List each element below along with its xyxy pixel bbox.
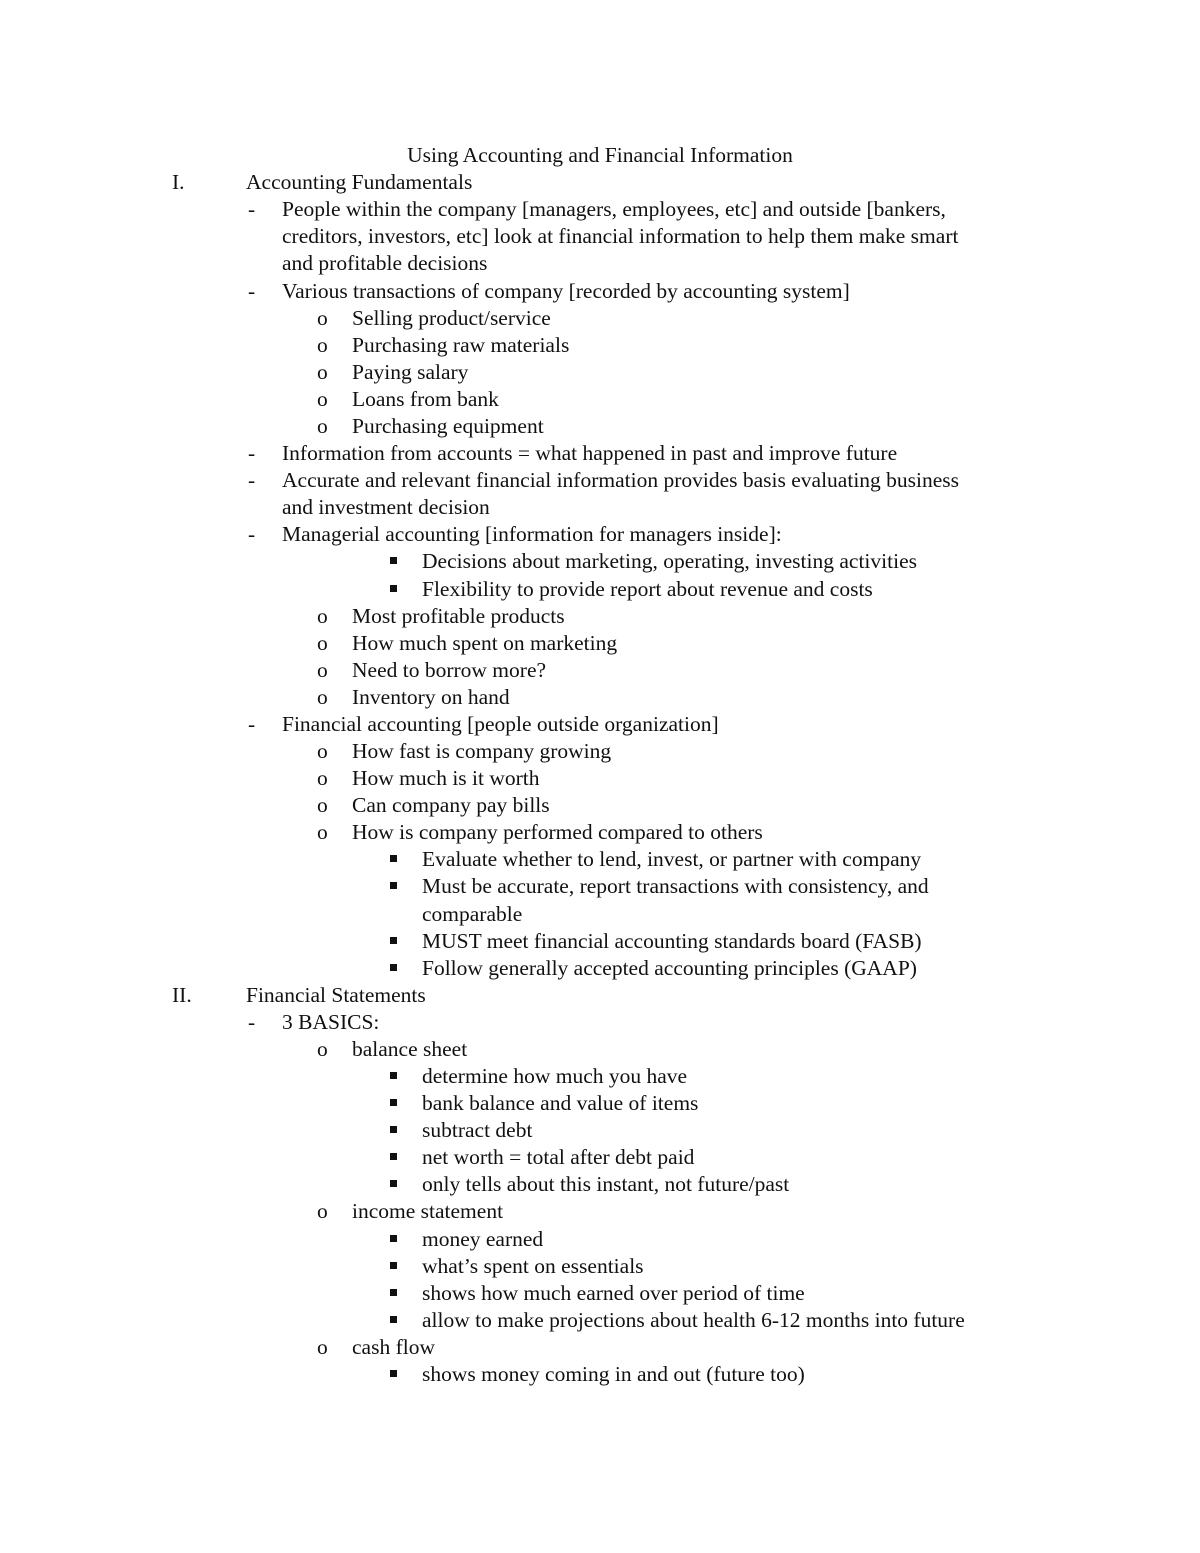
circle-bullet: o [317,766,328,790]
dash-bullet: - [248,522,256,546]
list-item-text: Selling product/service [352,306,551,330]
dash-bullet: - [248,197,256,221]
list-item-text: How much spent on marketing [352,631,618,655]
list-item-text: Inventory on hand [352,685,510,709]
section-title: Financial Statements [246,983,426,1007]
list-item-text: money earned [422,1227,544,1251]
list-item-text: Loans from bank [352,387,499,411]
list-item-text: Most profitable products [352,604,565,628]
circle-bullet: o [317,387,328,411]
circle-bullet: o [317,306,328,330]
list-item-text: 3 BASICS: [282,1010,380,1034]
list-item-text: shows money coming in and out (future too) [422,1362,805,1386]
circle-bullet: o [317,631,328,655]
circle-bullet: o [317,658,328,682]
list-item-text: How is company performed compared to others [352,820,763,844]
list-item-text: bank balance and value of items [422,1091,699,1115]
roman-numeral: II. [172,983,192,1007]
list-item-text: allow to make projections about health 6-12 months into future [422,1308,965,1332]
circle-bullet: o [317,1037,328,1061]
list-item-text: creditors, investors, etc] look at financial information to help them make smart [282,224,959,248]
list-item-text: Various transactions of company [recorded by accounting system] [282,279,850,303]
list-item-text: cash flow [352,1335,435,1359]
circle-bullet: o [317,414,328,438]
circle-bullet: o [317,360,328,384]
list-item-text: subtract debt [422,1118,533,1142]
circle-bullet: o [317,1199,328,1223]
circle-bullet: o [317,739,328,763]
circle-bullet: o [317,820,328,844]
list-item-text: income statement [352,1199,504,1223]
list-item-text: and profitable decisions [282,251,488,275]
list-item-text: what’s spent on essentials [422,1254,644,1278]
circle-bullet: o [317,604,328,628]
dash-bullet: - [248,468,256,492]
list-item-text: Purchasing equipment [352,414,544,438]
list-item-text: How much is it worth [352,766,540,790]
list-item-text: Accurate and relevant financial information provides basis evaluating business [282,468,960,492]
circle-bullet: o [317,685,328,709]
list-item-text: Financial accounting [people outside organization] [282,712,719,736]
list-item-text: Follow generally accepted accounting principles (GAAP) [422,956,917,980]
dash-bullet: - [248,279,256,303]
list-item-text: Evaluate whether to lend, invest, or partner with company [422,847,922,871]
dash-bullet: - [248,441,256,465]
list-item-text: determine how much you have [422,1064,688,1088]
circle-bullet: o [317,793,328,817]
dash-bullet: - [248,1010,256,1034]
list-item-text: Decisions about marketing, operating, investing activities [422,549,917,573]
section-title: Accounting Fundamentals [246,170,473,194]
list-item-text: People within the company [managers, employees, etc] and outside [bankers, [282,197,946,221]
list-item-text: shows how much earned over period of time [422,1281,805,1305]
roman-numeral: I. [172,170,185,194]
list-item-text: Must be accurate, report transactions with consistency, and [422,874,929,898]
list-item-text: and investment decision [282,495,490,519]
dash-bullet: - [248,712,256,736]
circle-bullet: o [317,1335,328,1359]
list-item-text: Paying salary [352,360,469,384]
list-item-text: How fast is company growing [352,739,612,763]
list-item-text: Information from accounts = what happened in past and improve future [282,441,898,465]
list-item-text: only tells about this instant, not future/past [422,1172,790,1196]
document-title: Using Accounting and Financial Information [407,143,793,167]
circle-bullet: o [317,333,328,357]
list-item-text: balance sheet [352,1037,468,1061]
list-item-text: Need to borrow more? [352,658,547,682]
list-item-text: MUST meet financial accounting standards board (FASB) [422,929,922,953]
list-item-text: Managerial accounting [information for managers inside]: [282,522,782,546]
list-item-text: net worth = total after debt paid [422,1145,695,1169]
list-item-text: Flexibility to provide report about revenue and costs [422,577,873,601]
list-item-text: Can company pay bills [352,793,550,817]
list-item-text: comparable [422,902,523,926]
list-item-text: Purchasing raw materials [352,333,570,357]
